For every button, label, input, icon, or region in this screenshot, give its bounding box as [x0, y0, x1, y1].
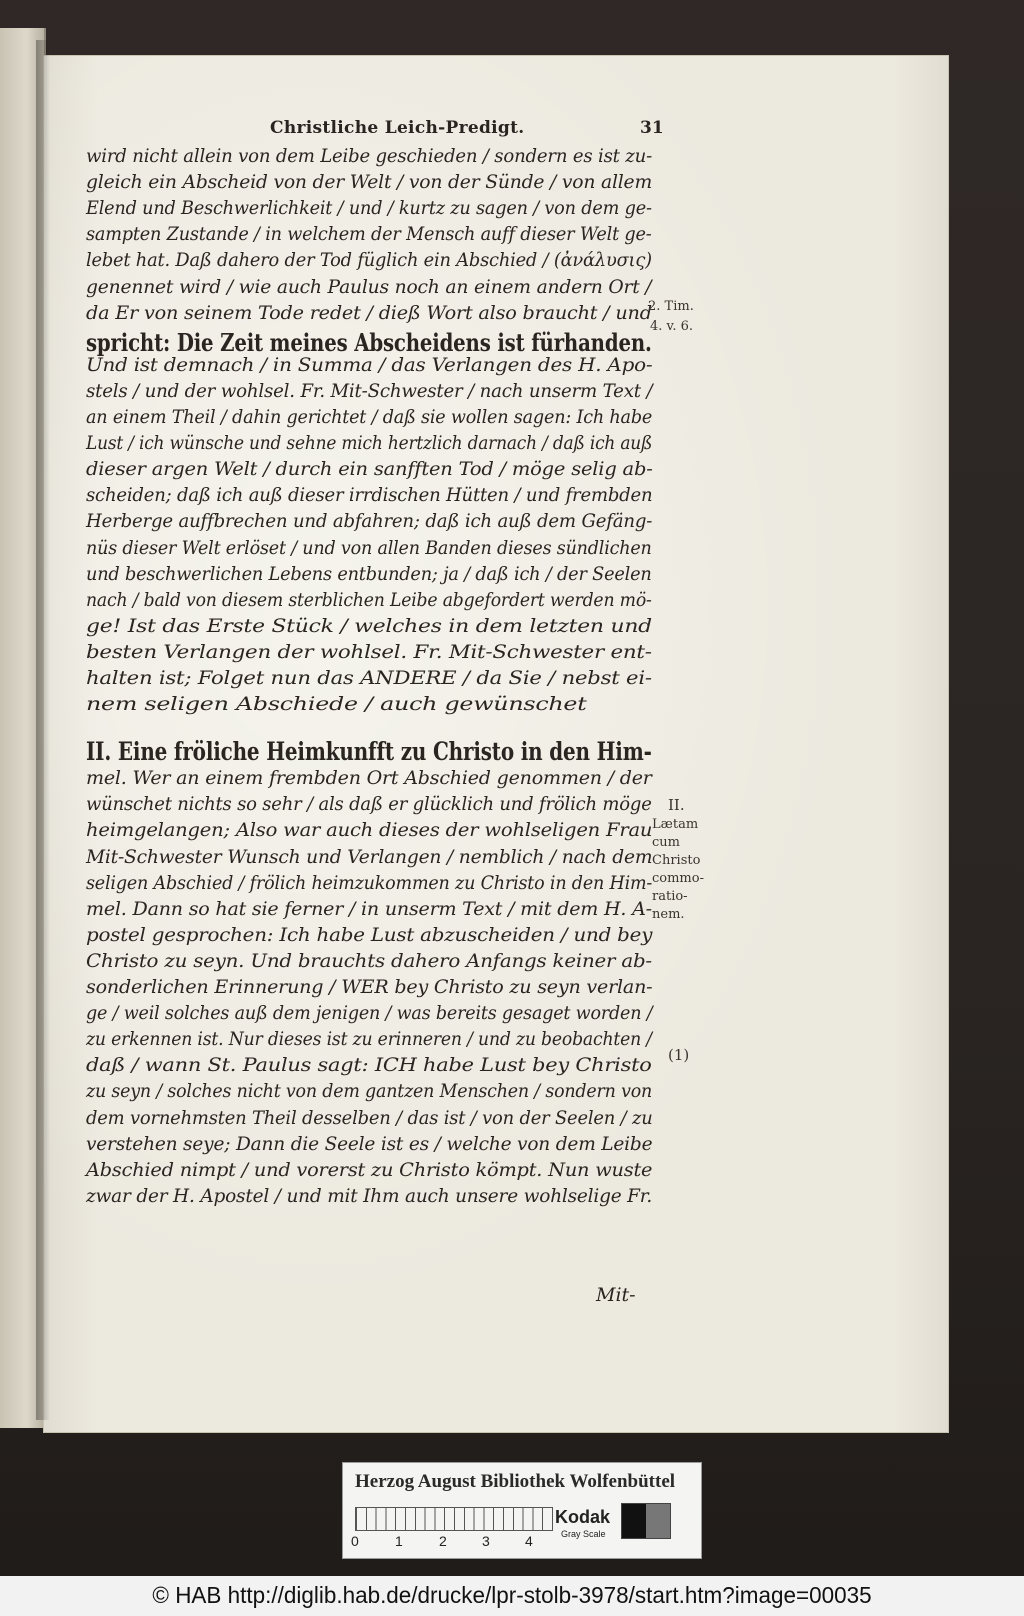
text-line: Lust / ich wünsche und sehne mich hertzlich darnach / daß ich auß	[86, 432, 653, 455]
text-line: ge / weil solches auß dem jenigen / was bereits gesaget worden /	[86, 1002, 653, 1025]
text-line: Herberge auffbrechen und abfahren; daß ich auß dem Gefäng-	[86, 510, 653, 533]
library-label	[342, 1462, 702, 1559]
text-line: nach / bald von diesem sterblichen Leibe abgefordert werden mö-	[86, 588, 652, 611]
ruler-number: 4	[525, 1533, 533, 1549]
text-line: ge! Ist das Erste Stück / welches in dem letzten und	[86, 614, 652, 637]
text-line: nüs dieser Welt erlöset / und von allen Banden dieses sündlichen	[86, 536, 652, 559]
text-line: Elend und Beschwerlichkeit / und / kurtz zu sagen / von dem ge-	[86, 197, 652, 220]
text-line: zwar der H. Apostel / und mit Ihm auch unsere wohlselige Fr.	[86, 1184, 653, 1207]
text-line: halten ist; Folget nun das ANDERE / da Sie / nebst ei-	[86, 667, 652, 689]
text-line: zu erkennen ist. Nur dieses ist zu erinneren / und zu beobachten /	[86, 1028, 652, 1051]
text-line: Und ist demnach / in Summa / das Verlangen des H. Apo-	[86, 353, 653, 376]
text-line: dem vornehmsten Theil desselben / das ist / von der Seelen / zu	[86, 1106, 653, 1129]
institution-name: Herzog August Bibliothek Wolfenbüttel	[355, 1471, 676, 1492]
margin-section-number: II.	[668, 796, 685, 814]
text-line: genennet wird / wie auch Paulus noch an einem andern Ort /	[86, 275, 652, 298]
ruler-number: 0	[351, 1533, 359, 1549]
text-line: wird nicht allein von dem Leibe geschieden / sondern es ist zu-	[86, 145, 652, 167]
copyright-url: © HAB http://diglib.hab.de/drucke/lpr-stolb-3978/start.htm?image=00035	[152, 1582, 872, 1608]
text-line: lebet hat. Daß dahero der Tod füglich ein Abschied / (ἀνάλυσις)	[86, 249, 652, 272]
ruler-number: 1	[395, 1533, 403, 1549]
text-line: mel. Wer an einem frembden Ort Abschied genommen / der	[86, 767, 652, 790]
section-heading-line: II. Eine fröliche Heimkunfft zu Christo in den Him-	[86, 737, 652, 767]
margin-note-line: commo-	[652, 871, 704, 886]
catchword: Mit-	[596, 1284, 636, 1306]
text-line: heimgelangen; Also war auch dieses der wohlseligen Frau	[86, 819, 653, 842]
text-line: besten Verlangen der wohlsel. Fr. Mit-Schwester ent-	[86, 640, 652, 663]
text-line: und beschwerlichen Lebens entbunden; ja / daß ich / der Seelen	[86, 562, 652, 585]
text-line: zu seyn / solches nicht von dem gantzen Menschen / sondern von	[86, 1080, 653, 1103]
margin-note-line: Christo	[652, 853, 701, 868]
scale-ruler	[355, 1507, 553, 1531]
margin-note-line: nem.	[652, 907, 685, 922]
margin-note-line: cum	[652, 835, 680, 850]
text-line: scheiden; daß ich auß dieser irrdischen Hütten / und frembden	[86, 484, 653, 507]
text-line: dieser argen Welt / durch ein sanfften Tod / möge selig ab-	[86, 458, 653, 481]
gray-scale-caption: Gray Scale	[561, 1529, 606, 1539]
text-line: mel. Dann so hat sie ferner / in unserm Text / mit dem H. A-	[86, 897, 652, 920]
text-line: gleich ein Abscheid von der Welt / von der Sünde / von allem	[86, 171, 653, 194]
text-line: Christo zu seyn. Und brauchts dahero Anfangs keiner ab-	[86, 949, 652, 972]
page-number: 31	[640, 118, 664, 138]
margin-ref-verse: 4. v. 6.	[650, 319, 694, 334]
ruler-number: 2	[439, 1533, 447, 1549]
text-line: nem seligen Abschiede / auch gewünschet	[86, 693, 587, 716]
text-line: Abschied nimpt / und vorerst zu Christo kömpt. Nun wuste	[86, 1158, 653, 1181]
footer-bar	[0, 1576, 1024, 1616]
text-line: sonderlichen Erinnerung / WER bey Christo zu seyn verlan-	[86, 976, 653, 998]
text-line: Mit-Schwester Wunsch und Verlangen / nemblich / nach dem	[86, 845, 653, 868]
text-line: seligen Abschied / frölich heimzukommen zu Christo in den Him-	[86, 871, 653, 894]
margin-note-line: Lætam	[652, 817, 699, 832]
text-line: daß / wann St. Paulus sagt: ICH habe Lust bey Christo	[86, 1054, 652, 1077]
ruler-number: 3	[482, 1533, 490, 1549]
text-line: an einem Theil / dahin gerichtet / daß sie wollen sagen: Ich habe	[86, 406, 653, 428]
margin-note-one: (1)	[668, 1046, 690, 1064]
ruler-numbers	[351, 1533, 581, 1551]
margin-section-note	[652, 816, 704, 924]
text-line: da Er von seinem Tode redet / dieß Wort also braucht / und	[86, 301, 652, 324]
text-line: postel gesprochen: Ich habe Lust abzuscheiden / und bey	[86, 923, 653, 946]
margin-ref-tim: 2. Tim.	[648, 299, 694, 314]
text-line: verstehen seye; Dann die Seele ist es / welche von dem Leibe	[86, 1132, 653, 1155]
gutter-shadow	[36, 40, 50, 1420]
text-line: sampten Zustande / in welchem der Mensch auff dieser Welt ge-	[86, 223, 652, 246]
kodak-logo: Kodak	[555, 1507, 611, 1527]
gray-scale-swatch	[621, 1503, 671, 1539]
running-header: Christliche Leich-Predigt.	[270, 118, 525, 138]
text-line: spricht: Die Zeit meines Abscheidens ist fürhanden.	[86, 327, 652, 357]
margin-note-line: ratio-	[652, 889, 688, 904]
text-line: wünschet nichts so sehr / als daß er glücklich und frölich möge	[86, 793, 652, 816]
text-line: stels / und der wohlsel. Fr. Mit-Schwester / nach unserm Text /	[86, 379, 653, 402]
